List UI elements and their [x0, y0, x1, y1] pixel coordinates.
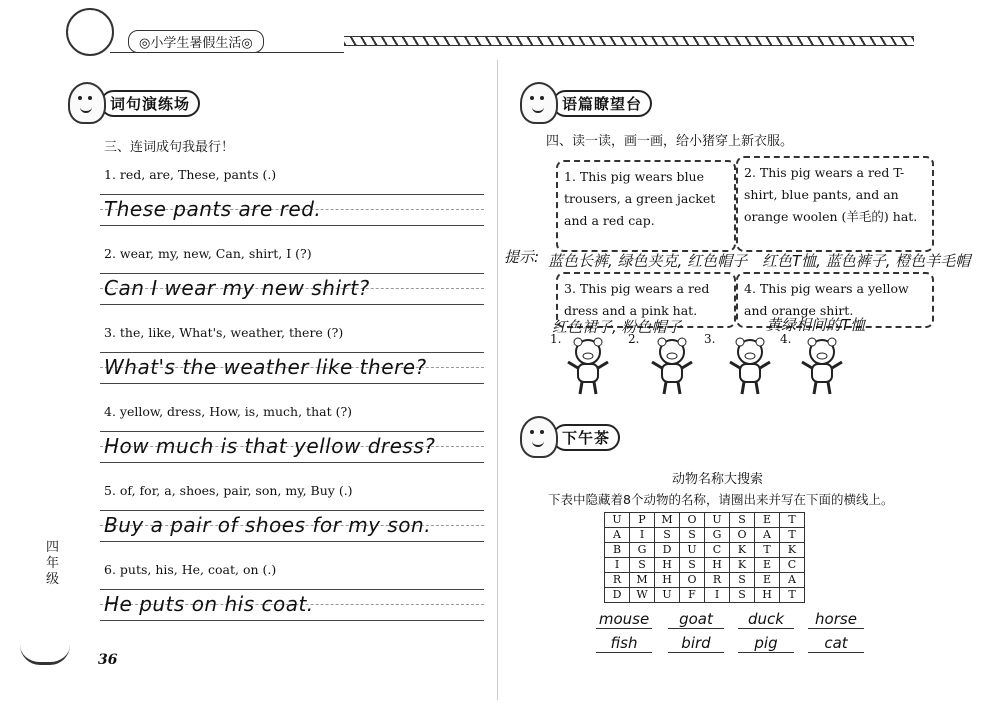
- answer-word: duck: [738, 610, 794, 629]
- grid-cell[interactable]: C: [780, 558, 805, 573]
- palm-tree-icon: [20, 612, 70, 665]
- grid-cell[interactable]: M: [630, 573, 655, 588]
- hint-note-3: 红色裙子, 粉色帽子: [552, 318, 682, 336]
- grid-cell[interactable]: E: [755, 558, 780, 573]
- task-heading-right: 四、读一读，画一画，给小猪穿上新衣服。: [546, 134, 794, 149]
- header-rule: [110, 52, 344, 53]
- pig-icon-2: [650, 336, 694, 396]
- grid-cell[interactable]: H: [705, 558, 730, 573]
- grid-cell[interactable]: R: [605, 573, 630, 588]
- question-1: 1. red, are, These, pants (.): [104, 167, 277, 182]
- grid-cell[interactable]: F: [680, 588, 705, 603]
- grid-row: [605, 543, 805, 558]
- hint-label: 提示:: [504, 248, 540, 266]
- grid-cell[interactable]: T: [755, 543, 780, 558]
- grid-row: [605, 528, 805, 543]
- section-title-right: 语篇瞭望台: [552, 90, 652, 117]
- grid-cell[interactable]: A: [605, 528, 630, 543]
- section-badge-left: [68, 82, 200, 124]
- description-box-1: 1. This pig wears blue trousers, a green jacket and a red cap.: [556, 160, 736, 252]
- section-title: 词句演练场: [100, 90, 200, 117]
- grid-cell[interactable]: K: [730, 558, 755, 573]
- pig-number-3: 3.: [704, 332, 716, 346]
- question-3: 3. the, like, What's, weather, there (?): [104, 325, 344, 340]
- grid-cell[interactable]: S: [630, 558, 655, 573]
- header-mascot: [66, 8, 114, 56]
- answer-3: What's the weather like there?: [104, 355, 427, 379]
- question-2: 2. wear, my, new, Can, shirt, I (?): [104, 246, 312, 261]
- question-4: 4. yellow, dress, How, is, much, that (?): [104, 404, 353, 419]
- answer-5: Buy a pair of shoes for my son.: [104, 513, 432, 537]
- grid-cell[interactable]: P: [630, 513, 655, 528]
- answer-word: fish: [596, 634, 652, 653]
- grid-cell[interactable]: E: [755, 513, 780, 528]
- answer-word: cat: [808, 634, 864, 653]
- pig-icon-3: [728, 336, 772, 396]
- grid-cell[interactable]: D: [605, 588, 630, 603]
- pig-icon-1: [566, 336, 610, 396]
- answer-word: horse: [808, 610, 864, 629]
- answer-2: Can I wear my new shirt?: [104, 276, 370, 300]
- pig-icon-4: [800, 336, 844, 396]
- grid-cell[interactable]: I: [705, 588, 730, 603]
- grid-cell[interactable]: U: [680, 543, 705, 558]
- grid-cell[interactable]: S: [680, 528, 705, 543]
- page-number: 36: [98, 652, 118, 668]
- grid-cell[interactable]: G: [705, 528, 730, 543]
- answer-word: bird: [668, 634, 724, 653]
- grid-cell[interactable]: A: [755, 528, 780, 543]
- grid-cell[interactable]: O: [680, 513, 705, 528]
- grid-cell[interactable]: M: [655, 513, 680, 528]
- answer-word: pig: [738, 634, 794, 653]
- grid-cell[interactable]: R: [705, 573, 730, 588]
- girl-mascot-icon: [68, 82, 106, 124]
- section-badge-tea: [520, 416, 620, 458]
- description-box-3: 3. This pig wears a red dress and a pink hat.: [556, 272, 736, 328]
- answer-4: How much is that yellow dress?: [104, 434, 436, 458]
- task-heading: 三、连词成句我最行！: [104, 140, 235, 155]
- boy-mascot-icon: [520, 82, 558, 124]
- hint-note-2: 红色T恤, 蓝色裤子, 橙色羊毛帽: [762, 252, 971, 270]
- grid-row: [605, 588, 805, 603]
- grid-cell[interactable]: H: [655, 558, 680, 573]
- grid-cell[interactable]: W: [630, 588, 655, 603]
- grid-cell[interactable]: U: [605, 513, 630, 528]
- puzzle-title: 动物名称大搜索: [672, 472, 764, 487]
- hint-note-4: 黄绿相间的T恤: [766, 316, 866, 334]
- grade-side-label: 四年级: [46, 540, 60, 587]
- grid-cell[interactable]: S: [730, 573, 755, 588]
- grid-cell[interactable]: U: [655, 588, 680, 603]
- grid-cell[interactable]: G: [630, 543, 655, 558]
- answer-6: He puts on his coat.: [104, 592, 314, 616]
- grid-cell[interactable]: U: [705, 513, 730, 528]
- pig-number-2: 2.: [628, 332, 640, 346]
- answer-word: goat: [668, 610, 724, 629]
- grid-cell[interactable]: O: [730, 528, 755, 543]
- answer-1: These pants are red.: [104, 197, 322, 221]
- word-search-grid: [604, 512, 805, 603]
- header-stripe: [344, 36, 914, 46]
- grid-cell[interactable]: D: [655, 543, 680, 558]
- grid-cell[interactable]: S: [730, 513, 755, 528]
- pig-number-4: 4.: [780, 332, 792, 346]
- grid-cell[interactable]: S: [680, 558, 705, 573]
- grid-cell[interactable]: K: [730, 543, 755, 558]
- grid-cell[interactable]: I: [630, 528, 655, 543]
- grid-cell[interactable]: S: [730, 588, 755, 603]
- grid-cell[interactable]: E: [755, 573, 780, 588]
- grid-cell[interactable]: C: [705, 543, 730, 558]
- grid-cell[interactable]: T: [780, 588, 805, 603]
- grid-cell[interactable]: H: [755, 588, 780, 603]
- page-fold: [497, 60, 498, 700]
- question-5: 5. of, for, a, shoes, pair, son, my, Buy (.): [104, 483, 353, 498]
- grid-cell[interactable]: K: [780, 543, 805, 558]
- section-badge-right: [520, 82, 652, 124]
- grid-cell[interactable]: I: [605, 558, 630, 573]
- puzzle-instruction: 下表中隐藏着8个动物的名称，请圈出来并写在下面的横线上。: [548, 492, 894, 507]
- question-6: 6. puts, his, He, coat, on (.): [104, 562, 277, 577]
- grid-cell[interactable]: H: [655, 573, 680, 588]
- tea-mascot-icon: [520, 416, 558, 458]
- grid-cell[interactable]: T: [780, 528, 805, 543]
- grid-cell[interactable]: B: [605, 543, 630, 558]
- description-box-2: 2. This pig wears a red T-shirt, blue pants, and an orange woolen (羊毛的) hat.: [736, 156, 934, 252]
- answer-word: mouse: [596, 610, 652, 629]
- grid-cell[interactable]: S: [655, 528, 680, 543]
- section-title-tea: 下午茶: [552, 424, 620, 451]
- grid-row: [605, 513, 805, 528]
- grid-row: [605, 573, 805, 588]
- grid-row: [605, 558, 805, 573]
- description-box-4: 4. This pig wears a yellow and orange shirt.: [736, 272, 934, 328]
- grid-cell[interactable]: T: [780, 513, 805, 528]
- hint-note-1: 蓝色长裤, 绿色夹克, 红色帽子: [548, 252, 748, 270]
- grid-cell[interactable]: A: [780, 573, 805, 588]
- pig-number-1: 1.: [550, 332, 562, 346]
- header-title: ◎小学生暑假生活◎: [128, 30, 264, 53]
- grid-cell[interactable]: O: [680, 573, 705, 588]
